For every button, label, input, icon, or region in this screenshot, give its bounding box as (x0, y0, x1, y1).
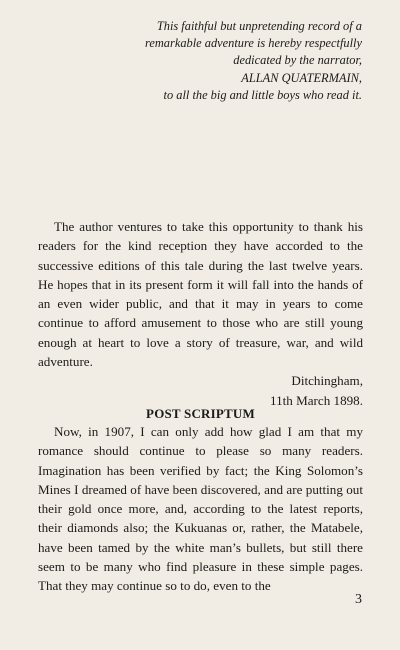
preface (38, 217, 363, 410)
post-scriptum-body (38, 422, 363, 596)
preface-signature (38, 371, 363, 410)
dedication-line: ALLAN QUATERMAIN, (241, 70, 362, 85)
post-scriptum-paragraph: Now, in 1907, I can only add how glad I am that my romance should continue to please so many readers. Imagination has been verified by fact; the King Solomon’s Mines I dreamed of have been discovered, and are putting out their gold once more, and, according to the latest reports, their diamonds also; the Kukuanas or, rather, the Matabele, have been tamed by the white man’s bullets, but still there seem to be many who find pleasure in these simple pages. That they may continue so to do, even to the (38, 424, 363, 594)
page-number: 3 (355, 592, 362, 607)
signature-place: Ditchingham, (291, 373, 363, 389)
signature-date: 11th March 1898. (270, 392, 363, 408)
dedication-line: dedicated by the narrator, (233, 53, 362, 68)
preface-paragraph: The author ventures to take this opportunity to thank his readers for the kind reception they have accorded to the successive editions of this tale during the last twelve years. He hopes that in its present form it will fall into the hands of an even wider public, and that it may in years to come continue to afford amusement to those who are still young enough at heart to love a story of treasure, war, and wild adventure. (38, 219, 363, 370)
dedication-line: This faithful but unpretending record of a (156, 19, 362, 33)
dedication-line: to all the big and little boys who read it. (163, 87, 362, 102)
dedication-line: remarkable adventure is hereby respectfully (145, 36, 362, 51)
dedication (62, 18, 362, 104)
post-scriptum-heading: POST SCRIPTUM (146, 406, 255, 421)
